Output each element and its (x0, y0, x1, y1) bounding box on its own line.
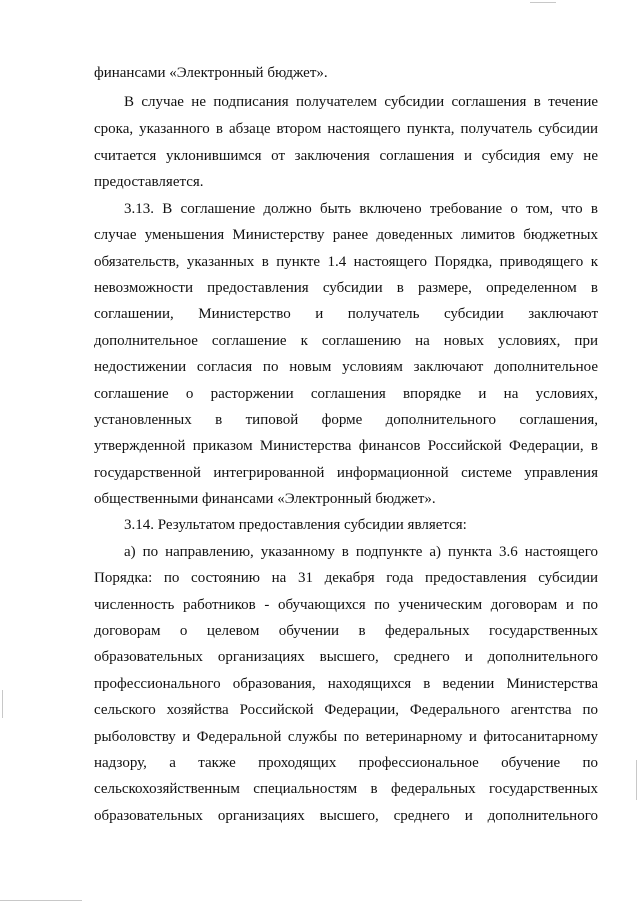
text-line: общественными финансами «Электронный бюджет». (94, 491, 436, 507)
text-line: установленных в типовой форме дополнительного соглашения, (94, 412, 598, 428)
text-line: надзору, а также проходящих профессиональное обучение по (94, 755, 598, 771)
text-line: дополнительное соглашение к соглашению на новых условиях, при (94, 333, 598, 349)
text-line: сельскохозяйственным специальностям в федеральных государственных (94, 781, 598, 797)
text-line: рыболовству и Федеральной службы по ветеринарному и фитосанитарному (94, 729, 598, 745)
text-line: обязательств, указанных в пункте 1.4 настоящего Порядка, приводящего к (94, 254, 598, 270)
text-line: сельского хозяйства Российской Федерации, Федерального агентства по (94, 702, 598, 718)
text-line: 3.13. В соглашение должно быть включено требование о том, что в (124, 201, 598, 217)
text-line: профессионального образования, находящихся в ведении Министерства (94, 676, 598, 692)
text-line: недостижении согласия по новым условиям заключают дополнительное (94, 359, 598, 375)
text-line: численность работников - обучающихся по ученическим договорам и по (94, 597, 598, 613)
scan-artifact (0, 900, 82, 901)
text-line: срока, указанного в абзаце втором настоящего пункта, получатель субсидии (94, 121, 598, 137)
text-line: а) по направлению, указанному в подпункте а) пункта 3.6 настоящего (124, 544, 598, 560)
text-line: случае уменьшения Министерству ранее доведенных лимитов бюджетных (94, 227, 598, 243)
text-line: В случае не подписания получателем субсидии соглашения в течение (124, 94, 598, 110)
text-line: невозможности предоставления субсидии в размере, определенном в (94, 280, 598, 296)
text-line: 3.14. Результатом предоставления субсидии является: (124, 517, 467, 533)
text-line: образовательных организациях высшего, среднего и дополнительного (94, 808, 598, 824)
text-line: считается уклонившимся от заключения соглашения и субсидия ему не (94, 148, 598, 164)
text-line: Порядка: по состоянию на 31 декабря года предоставления субсидии (94, 570, 598, 586)
text-line: договорам о целевом обучении в федеральных государственных (94, 623, 598, 639)
text-line: соглашение о расторжении соглашения впорядке и на условиях, (94, 386, 598, 402)
scan-artifact (636, 760, 637, 800)
scan-artifact (2, 690, 3, 718)
scan-artifact (530, 2, 556, 3)
text-line: соглашении, Министерство и получатель субсидии заключают (94, 306, 598, 322)
text-line: утвержденной приказом Министерства финансов Российской Федерации, в (94, 438, 598, 454)
text-line: образовательных организациях высшего, среднего и дополнительного (94, 649, 598, 665)
text-line: предоставляется. (94, 174, 204, 190)
text-line: финансами «Электронный бюджет». (94, 65, 328, 81)
text-line: государственной интегрированной информационной системе управления (94, 465, 598, 481)
